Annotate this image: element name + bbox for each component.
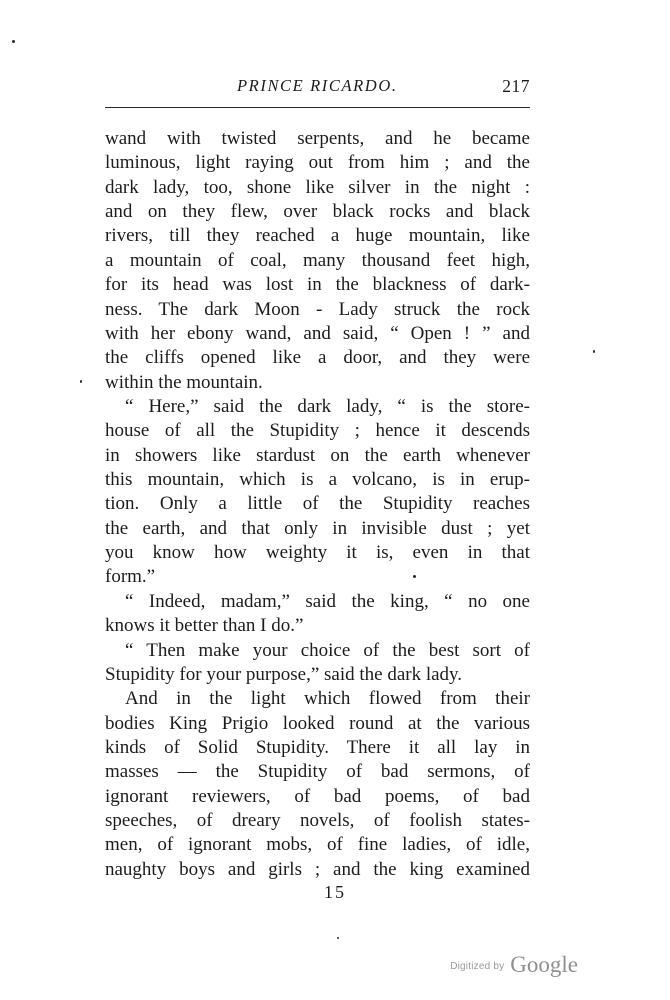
header-rule: [105, 107, 530, 108]
scan-speck: [593, 350, 595, 353]
text-line: this mountain, which is a volcano, is in erup-: [105, 469, 530, 491]
text-line: you know how weighty it is, even in that: [105, 542, 530, 564]
text-line: ignorant reviewers, of bad poems, of bad: [105, 785, 530, 807]
text-line: in showers like stardust on the earth whenever: [105, 444, 530, 466]
text-line: naughty boys and girls ; and the king examined: [105, 858, 530, 880]
text-line: dark lady, too, shone like silver in the night :: [105, 176, 530, 198]
text-line: And in the light which flowed from their: [125, 688, 530, 710]
body-text: [105, 127, 530, 882]
text-line: a mountain of coal, many thousand feet high,: [105, 249, 530, 271]
text-line: wand with twisted serpents, and he became: [105, 128, 530, 149]
text-line: within the mountain.: [105, 371, 263, 393]
text-line: men, of ignorant mobs, of fine ladies, of idle,: [105, 834, 530, 856]
text-line: Stupidity for your purpose,” said the dark lady.: [105, 663, 463, 685]
page-number: 217: [502, 76, 530, 96]
text-line: with her ebony wand, and said, “ Open ! ” and: [105, 322, 530, 344]
text-line: for its head was lost in the blackness of dark-: [105, 274, 530, 296]
text-line: the earth, and that only in invisible dust ; yet: [105, 517, 530, 539]
text-line: speeches, of dreary novels, of foolish states-: [105, 810, 530, 832]
text-line: “ Here,” said the dark lady, “ is the store-: [125, 395, 530, 417]
text-line: luminous, light raying out from him ; and the: [105, 152, 530, 174]
scan-speck: [413, 575, 416, 578]
text-line: the cliffs opened like a door, and they were: [105, 347, 530, 369]
text-line: bodies King Prigio looked round at the various: [105, 712, 530, 734]
text-line: knows it better than I do.”: [105, 615, 304, 637]
scan-speck: [12, 40, 15, 43]
text-line: “ Then make your choice of the best sort of: [125, 639, 530, 661]
google-logo: Google: [510, 952, 578, 977]
text-line: tion. Only a little of the Stupidity reaches: [105, 493, 530, 515]
text-line: rivers, till they reached a huge mountain, like: [105, 225, 530, 247]
text-line: ness. The dark Moon - Lady struck the rock: [105, 298, 530, 320]
digitized-watermark: [450, 952, 578, 978]
signature-mark: 15: [324, 882, 346, 902]
text-line: and on they flew, over black rocks and black: [105, 201, 530, 223]
text-line: house of all the Stupidity ; hence it descends: [105, 420, 530, 442]
text-line: masses — the Stupidity of bad sermons, of: [105, 761, 530, 783]
text-line: form.”: [105, 566, 156, 588]
text-line: kinds of Solid Stupidity. There it all lay in: [105, 736, 530, 758]
scan-speck: [80, 380, 82, 383]
running-title: PRINCE RICARDO.: [237, 76, 398, 95]
text-line: “ Indeed, madam,” said the king, “ no one: [125, 590, 530, 612]
watermark-prefix: Digitized by: [450, 961, 505, 972]
running-head: [105, 76, 530, 100]
scan-speck: [337, 937, 339, 939]
